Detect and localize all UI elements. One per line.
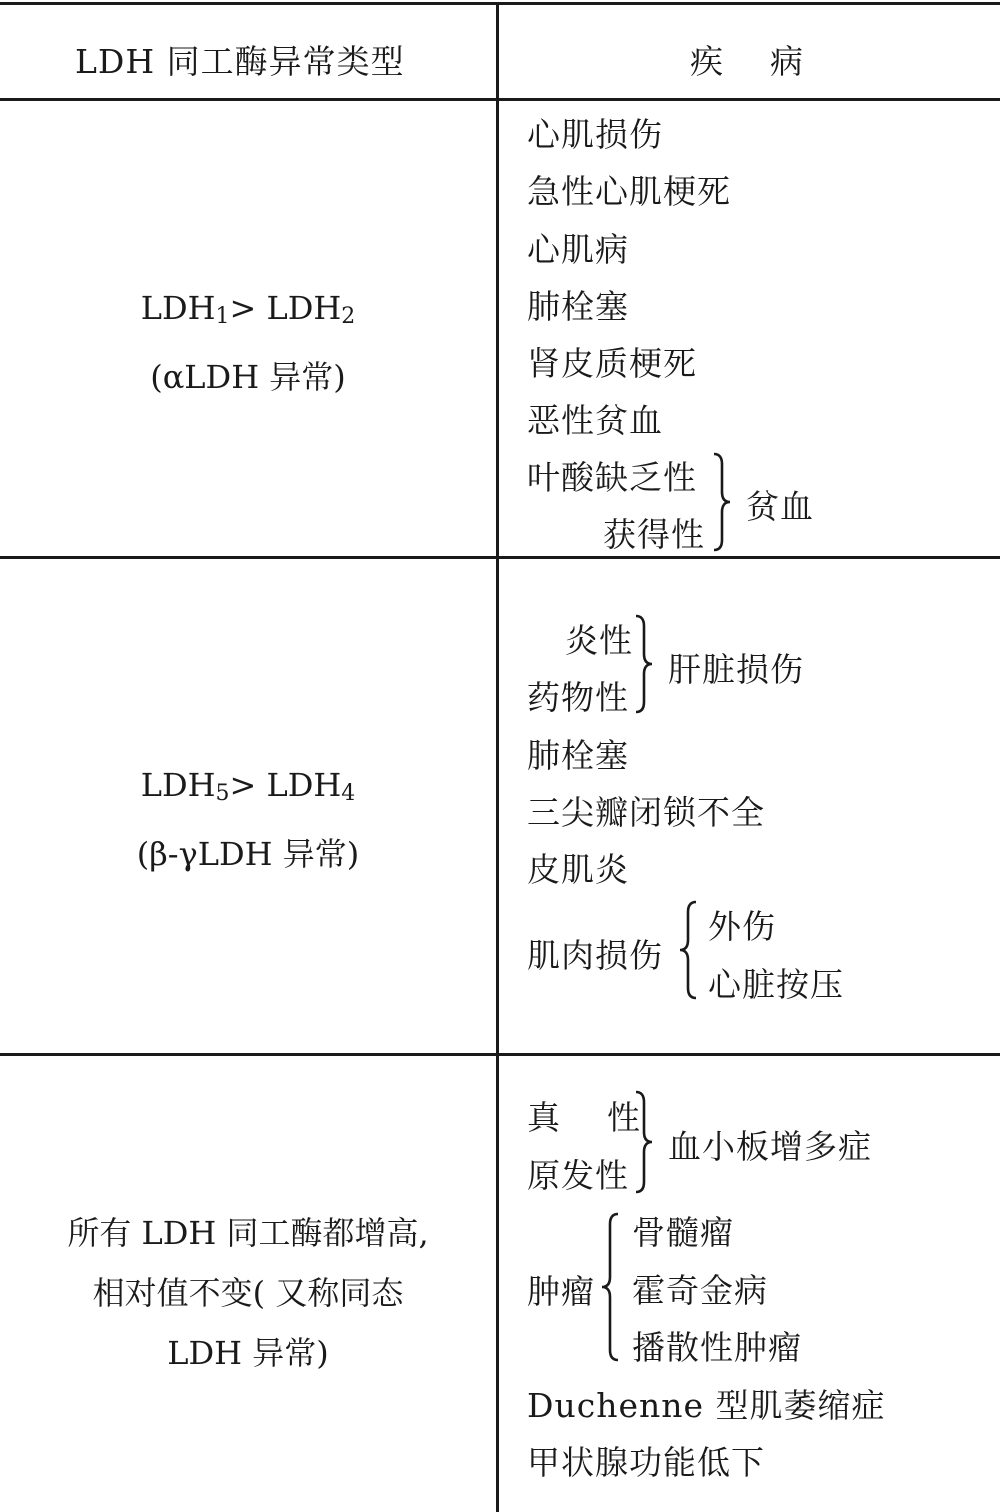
row3-group-target: 血小板增多症: [668, 1127, 872, 1166]
right-brace-icon: [634, 614, 658, 714]
row1-group-target: 贫血: [746, 487, 814, 526]
row2-type-cell: [0, 755, 496, 884]
row2-group-item-1: 炎性: [565, 621, 633, 660]
row3-group2-item-2: 霍奇金病: [632, 1271, 768, 1310]
row2-disease-2: 三尖瓣闭锁不全: [527, 793, 765, 832]
row3-type-line-1: 所有 LDH 同工酶都增高,: [67, 1214, 429, 1252]
row3-type-line-3: LDH 异常): [167, 1334, 329, 1372]
row-divider-2: [0, 1053, 1000, 1056]
right-brace-icon: [712, 452, 736, 552]
row1-type-cell: [0, 278, 496, 407]
row2-disease-1: 肺栓塞: [527, 736, 629, 775]
row1-disease-3: 心肌病: [527, 230, 629, 269]
row2-group2-item-2: 心脏按压: [708, 965, 844, 1004]
row2-type-note: (β-γLDH 异常): [136, 835, 360, 873]
row3-group2-item-1: 骨髓瘤: [632, 1213, 734, 1252]
row3-group-item-2: 原发性: [527, 1156, 629, 1195]
row1-disease-6: 恶性贫血: [527, 401, 663, 440]
row1-disease-5: 肾皮质梗死: [527, 344, 697, 383]
row1-disease-1: 心肌损伤: [527, 115, 663, 154]
row2-disease-3: 皮肌炎: [527, 850, 629, 889]
row2-group2-source: 肌肉损伤: [527, 936, 663, 975]
row3-disease-1: Duchenne 型肌萎缩症: [527, 1386, 886, 1425]
row2-group-target: 肝脏损伤: [668, 650, 804, 689]
row1-type-note: (αLDH 异常): [150, 358, 346, 396]
column-divider: [496, 4, 499, 1512]
header-disease-label: 疾 病: [690, 42, 804, 81]
row-divider-1: [0, 556, 1000, 559]
left-brace-icon: [674, 900, 698, 1000]
row1-group-item-2: 获得性: [603, 515, 705, 554]
row2-group-item-2: 药物性: [527, 678, 629, 717]
row2-group2-item-1: 外伤: [708, 907, 776, 946]
row3-group-item-1: 真 性: [527, 1098, 641, 1137]
table-top-rule: [0, 2, 1000, 5]
row3-group2-source: 肿瘤: [527, 1272, 595, 1311]
row3-disease-2: 甲状腺功能低下: [527, 1443, 765, 1482]
row2-type-ratio: LDH5> LDH4: [140, 766, 356, 806]
header-rule: [0, 98, 1000, 101]
right-brace-icon: [634, 1090, 658, 1194]
row3-type-line-2: 相对值不变( 又称同态: [92, 1274, 404, 1312]
row1-disease-2: 急性心肌梗死: [527, 172, 731, 211]
header-type-label: LDH 同工酶异常类型: [75, 42, 405, 81]
row3-group2-item-3: 播散性肿瘤: [632, 1328, 802, 1367]
row1-group-item-1: 叶酸缺乏性: [527, 458, 697, 497]
row1-type-ratio: LDH1> LDH2: [140, 289, 356, 329]
left-brace-icon: [596, 1212, 620, 1362]
row3-type-cell: [0, 1203, 496, 1383]
row1-disease-4: 肺栓塞: [527, 287, 629, 326]
